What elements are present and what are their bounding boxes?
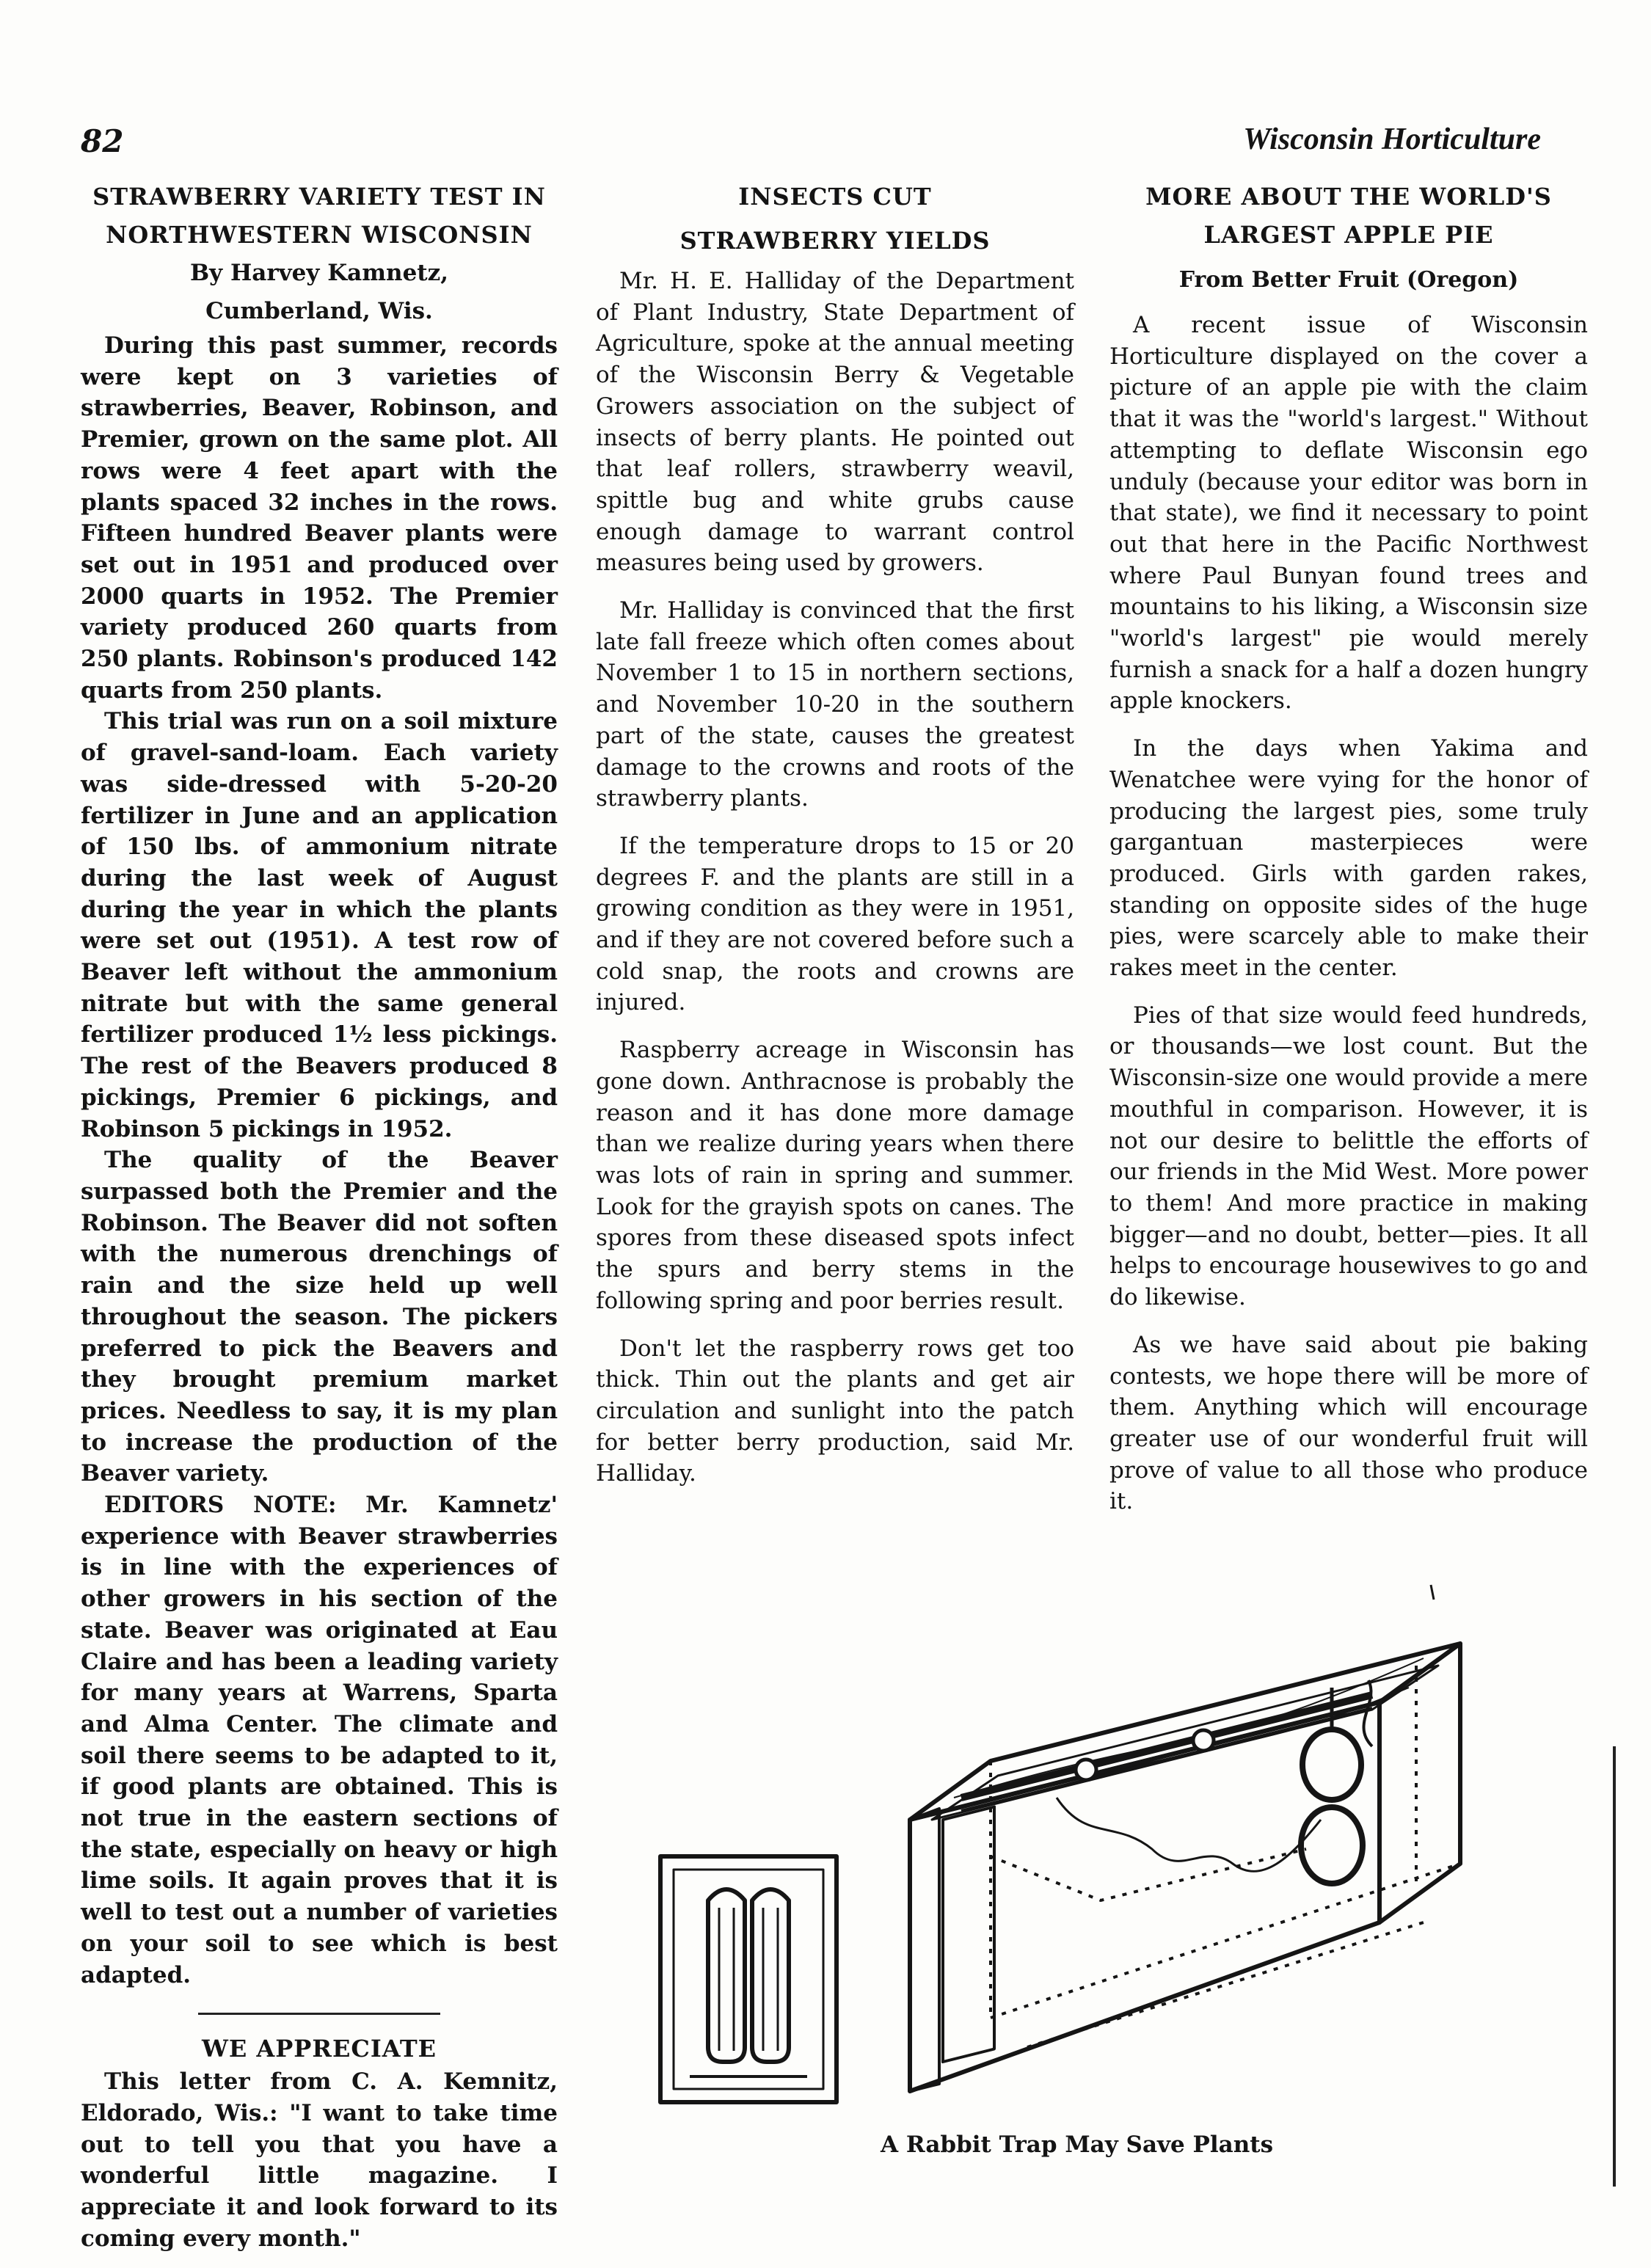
column-2 — [596, 178, 1074, 1506]
section-divider — [198, 2013, 440, 2015]
article1-title-line2: NORTHWESTERN WISCONSIN — [106, 221, 533, 249]
article2-paragraph: Don't let the raspberry rows get too thick. Thin out the plants and get air circulation and sunlight into the patch for better berry production, said Mr. Halliday. — [596, 1335, 1074, 1487]
article1-editors-note: EDITORS NOTE: Mr. Kamnetz' experience with Beaver strawberries is in line with the experiences of other growers in his section of the state. Beaver was originated at Eau Claire and has been a leading variety for many years at Warrens, Sparta and Alma Center. The climate and soil there seems to be adapted to it, if good plants are obtained. This is not true in the eastern sections of the state, especially on heavy or high lime soils. It again proves that it is well to test out a number of varieties on your soil to see which is best adapted. — [81, 1492, 558, 1988]
article1-paragraph: This trial was run on a soil mixture of gravel-sand-loam. Each variety was side-dressed with 5-20-20 fertilizer in June and an application of 150 lbs. of ammonium nitrate during the last week of August during the year in which the plants were set out (1951). A test row of Beaver left without the ammonium nitrate but with the same general fertilizer produced 1½ less pickings. The rest of the Beavers produced 8 pickings, Premier 6 pickings, and Robinson 5 pickings in 1952. — [81, 708, 558, 1142]
article3-title-line2: LARGEST APPLE PIE — [1203, 221, 1494, 249]
appreciate-text: This letter from C. A. Kemnitz, Eldorado, Wis.: "I want to take time out to tell you that you have a wonderful little magazine. I appreciate it and look forward to its coming every month." — [81, 2068, 558, 2252]
figure-caption: A Rabbit Trap May Save Plants — [881, 2132, 1274, 2158]
article2-title-line1: INSECTS CUT — [738, 183, 932, 211]
article3-paragraph: In the days when Yakima and Wenatchee were vying for the honor of producing the largest pies, some truly gargantuan masterpieces were produced. Girls with garden rakes, standing on opposite sides of the huge pies, were scarcely able to make their rakes meet in the center. — [1109, 735, 1588, 982]
article3-title-line1: MORE ABOUT THE WORLD'S — [1145, 183, 1552, 211]
article1-title-line1: STRAWBERRY VARIETY TEST IN — [92, 183, 546, 211]
article3-source: From Better Fruit (Oregon) — [1178, 267, 1519, 293]
article2-paragraph: Mr. Halliday is convinced that the first late fall freeze which often comes about November 1 to 15 in northern sections, and November 10-20 in the southern part of the state, causes the greatest damage to the crowns and roots of the strawberry plants. — [596, 597, 1074, 812]
article3-paragraph: As we have said about pie baking contests, we hope there will be more of them. Anything which will encourage greater use of our wonderful fruit will prove of value to all those who produce it. — [1109, 1331, 1588, 1515]
article2-paragraph: Raspberry acreage in Wisconsin has gone down. Anthracnose is probably the reason and it has done more damage than we realize during years when there was lots of rain in spring and summer. Look for the grayish spots on canes. The spores from these diseased spots infect the spurs and berry stems in the following spring and poor berries result. — [596, 1037, 1074, 1314]
page-number: 82 — [81, 123, 124, 159]
article1-paragraph: During this past summer, records were kept on 3 varieties of strawberries, Beaver, Robinson, and Premier, grown on the same plot. All rows were 4 feet apart with the plants spaced 32 inches in the rows. Fifteen hundred Beaver plants were set out in 1951 and produced over 2000 quarts in 1952. The Premier variety produced 260 quarts from 250 plants. Robinson's produced 142 quarts from 250 plants. — [81, 332, 558, 704]
article3-paragraph: A recent issue of Wisconsin Horticulture displayed on the cover a picture of an apple pie with the claim that it was the "world's largest." Without attempting to deflate Wisconsin ego unduly (because your editor was born in that state), we find it necessary to point out that here in the Pacific Northwest where Paul Bunyan found trees and mountains to his liking, a Wisconsin size "world's largest" pie would merely furnish a snack for a half a dozen hungry apple knockers. — [1109, 312, 1588, 715]
article3-paragraph: Pies of that size would feed hundreds, or thousands—we lost count. But the Wisconsin-size one would provide a mere mouthful in comparison. However, it is not our desire to belittle the efforts of our friends in the Mid West. More power to them! And more practice in making bigger—and no doubt, better—pies. It all helps to encourage housewives to go and do likewise. — [1109, 1002, 1588, 1311]
column-3 — [1109, 178, 1588, 1534]
article2-title-line2: STRAWBERRY YIELDS — [679, 227, 991, 255]
article1-byline-place: Cumberland, Wis. — [205, 298, 433, 324]
column-1 — [81, 178, 558, 2254]
rabbit-trap-illustration — [646, 1578, 1614, 2135]
article1-paragraph: The quality of the Beaver surpassed both the Premier and the Robinson. The Beaver did not soften with the numerous drenchings of rain and the size held up well throughout the season. The pickers preferred to pick the Beavers and they brought premium market prices. Needless to say, it is my plan to increase the production of the Beaver variety. — [81, 1147, 558, 1487]
article2-paragraph: If the temperature drops to 15 or 20 degrees F. and the plants are still in a growing condition as they were in 1951, and if they are not covered before such a cold snap, the roots and crowns are injured. — [596, 832, 1074, 1016]
running-head: Wisconsin Horticulture — [1243, 123, 1541, 156]
article1-byline-author: By Harvey Kamnetz, — [189, 260, 449, 286]
page-edge-rule — [1613, 1746, 1616, 2187]
rabbit-trap-drawing — [646, 1578, 1614, 2135]
article2-paragraph: Mr. H. E. Halliday of the Department of Plant Industry, State Department of Agriculture, spoke at the annual meeting of the Wisconsin Berry & Vegetable Growers association on the subject of insects of berry plants. He pointed out that leaf rollers, strawberry weavil, spittle bug and white grubs cause enough damage to warrant control measures being used by growers. — [596, 268, 1074, 577]
appreciate-title: WE APPRECIATE — [201, 2035, 437, 2063]
